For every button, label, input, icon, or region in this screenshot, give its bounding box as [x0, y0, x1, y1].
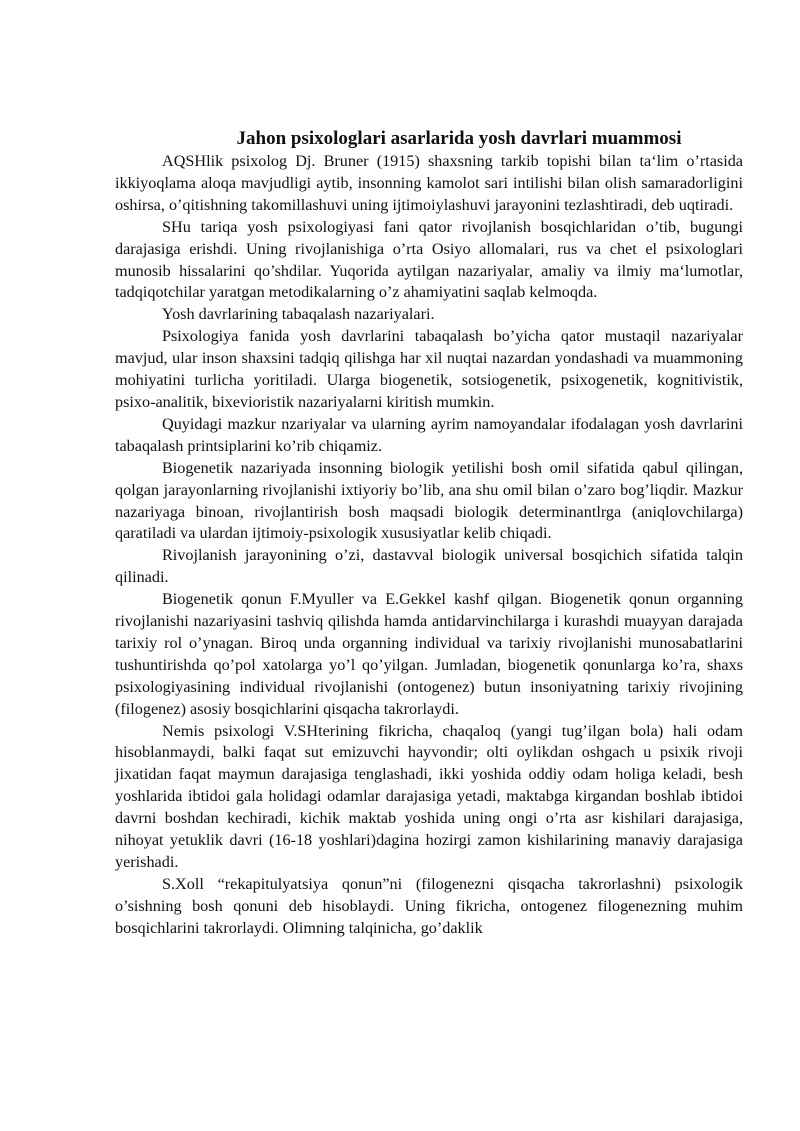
paragraph-development-history: SHu tariqa yosh psixologiyasi fani qator rivojlanish bosqichlaridan o’tib, bugungi darajasiga erishdi. Uning rivojlanishiga o’rta Osiyo allomalari, rus va chet el psixologlari munosib hissalarini qo’shdilar. Yuqorida aytilgan nazariyalar, amaliy va ilmiy ma‘lumotlar, tadqiqotchilar yaratgan metodikalarning o’z ahamiyatini saqlab kelmoqda. [115, 217, 743, 302]
document-title: Jahon psixologlari asarlarida yosh davrlari muammosi [236, 128, 682, 149]
paragraph-biogenetic-theory: Biogenetik nazariyada insonning biologik yetilishi bosh omil sifatida qabul qilingan, qolgan jarayonlarning rivojlanishi ixtiyoriy bo’lib, ana shu omil bilan o’zaro bog’liqdir. Mazkur nazariyaga binoan, rivojlantirish bosh maqsadi biologik determinantlrga (aniqlovchilarga) qaratiladi va ulardan ijtimoiy-psixologik xususiyatlar kelib chiqadi. [115, 458, 743, 543]
paragraph-bruner: AQSHlik psixolog Dj. Bruner (1915) shaxsning tarkib topishi bilan ta‘lim o’rtasida ikkiyoqlama aloqa mavjudligi aytib, insonning kamolot sari intilishi bilan olish samaradorligini oshirsa, o’qitishning takomillashuvi uning ijtimoiylashuvi jarayonini tezlashtiradi, deb uqtiradi. [115, 152, 743, 214]
document-page [115, 128, 743, 940]
paragraph-section-heading: Yosh davrlarining tabaqalash nazariyalari. [162, 305, 435, 324]
paragraph-hall: S.Xoll “rekapitulyatsiya qonun”ni (filogenezni qisqacha takrorlashni) psixologik o’sishning bosh qonuni deb hisoblaydi. Uning fikricha, ontogenez filogenezning muhim bosqichlarini takrorlaydi. Olimning talqinicha, go’daklik [115, 874, 743, 937]
paragraph-development-process: Rivojlanish jarayonining o’zi, dastavval biologik universal bosqichich sifatida talqin qilinadi. [115, 546, 743, 587]
paragraph-principles-intro: Quyidagi mazkur nzariyalar va ularning ayrim namoyandalar ifodalagan yosh davrlarini tabaqalash printsiplarini ko’rib chiqamiz. [115, 414, 743, 455]
paragraph-theories-overview: Psixologiya fanida yosh davrlarini tabaqalash bo’yicha qator mustaqil nazariyalar mavjud, ular inson shaxsini tadqiq qilishga har xil nuqtai nazardan yondashadi va muammoning mohiyatini turlicha yoritiladi. Ularga biogenetik, sotsiogenetik, psixogenetik, kognitivistik, psixo-analitik, bixevioristik nazariyalarni kiritish mumkin. [115, 327, 743, 411]
paragraph-biogenetic-law: Biogenetik qonun F.Myuller va E.Gekkel kashf qilgan. Biogenetik qonun organning rivojlanishi nazariyasini tashviq qilishda hamda antidarvinchilarga i kurashdi muayyan darajada tarixiy rol o’ynagan. Biroq unda organning individual va tarixiy rivojlanishi munosabatlarini tushuntirishda qo’pol xatolarga yo’l qo’yilgan. Jumladan, biogenetik qonunlarga ko’ra, shaxs psixologiyasining individual rivojlanishi (ontogenez) butun insoniyatning tarixiy rivojining (filogenez) asosiy bosqichlarini qisqacha takrorlaydi. [115, 590, 743, 718]
paragraph-stern: Nemis psixologi V.SHterining fikricha, chaqaloq (yangi tug’ilgan bola) hali odam hisoblanmaydi, balki faqat sut emizuvchi hayvondir; olti oylikdan oshgach u psixik rivoji jixatidan faqat maymun darajasiga tenglashadi, ikki yoshida oddiy odam holiga keladi, besh yoshlarida ibtidoi gala holidagi odamlar darajasiga yetadi, maktabga kirgandan boshlab ibtidoi davrni boshdan kechiradi, kichik maktab yoshida uning ongi o’rta asr kishilari darajasiga, nihoyat yetuklik davri (16-18 yoshlari)dagina hozirgi zamon kishilarining manaviy darajasiga yerishadi. [115, 721, 743, 871]
